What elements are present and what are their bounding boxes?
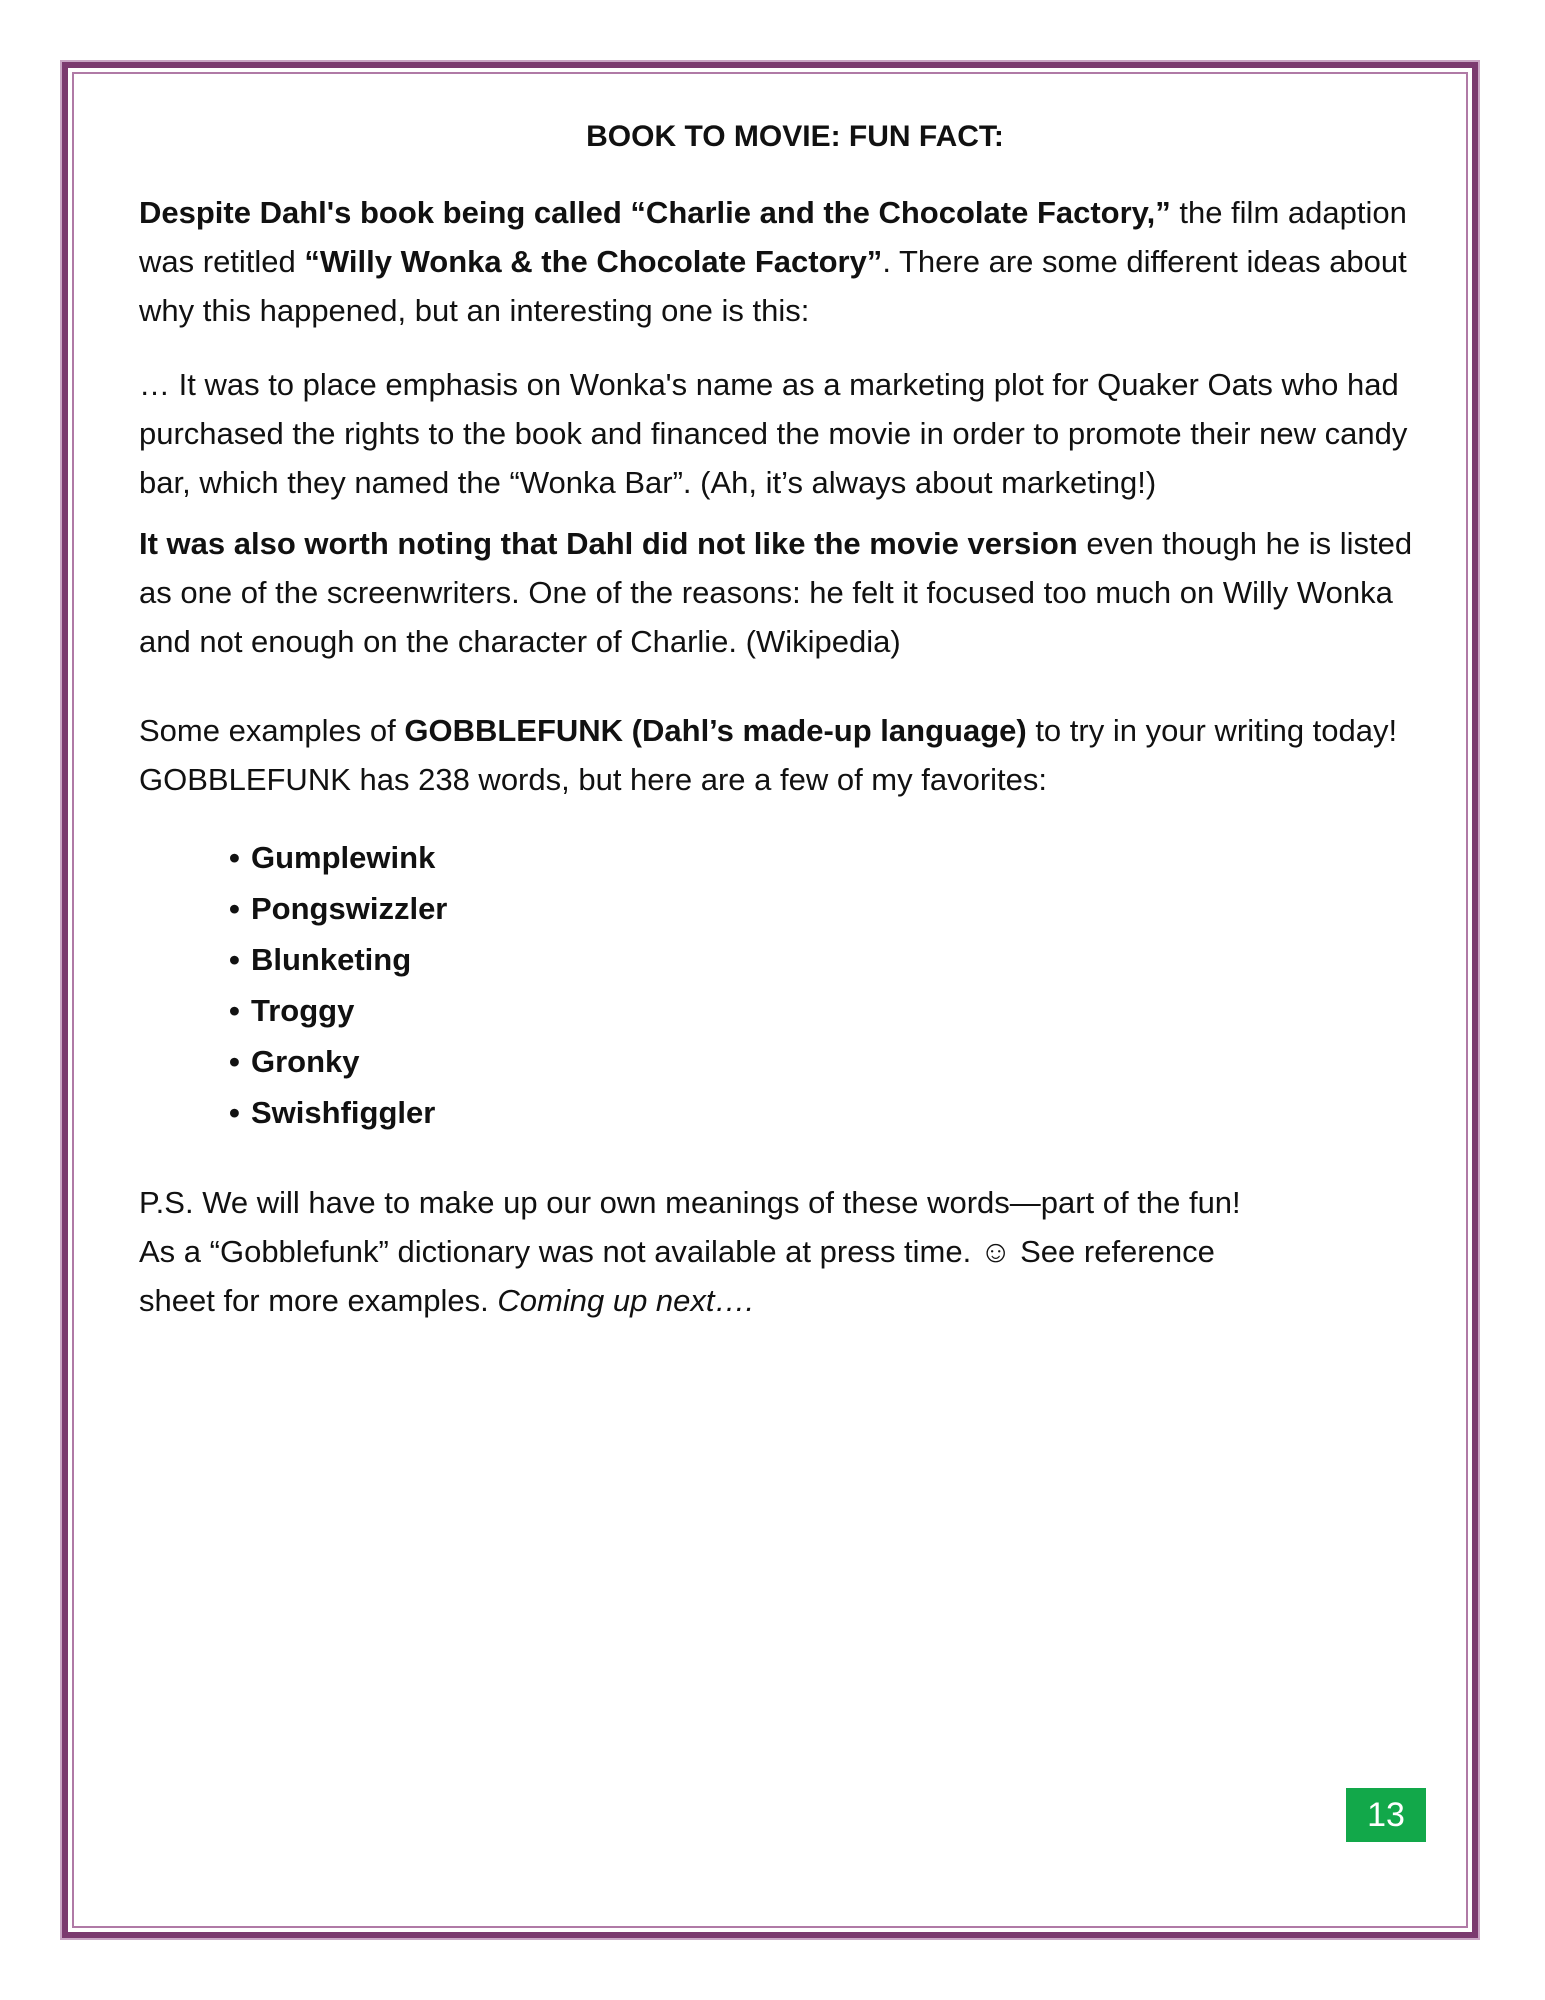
bullet-icon: • <box>229 993 240 1028</box>
list-item <box>229 1036 1439 1087</box>
bullet-icon: • <box>229 840 240 875</box>
bullet-icon: • <box>229 942 240 977</box>
coming-up-next: Coming up next…. <box>497 1283 755 1318</box>
ps-text: sheet for more examples. <box>139 1283 498 1318</box>
bullet-icon: • <box>229 1095 240 1130</box>
ps-line-2: As a “Gobblefunk” dictionary was not available at press time. ☺ See reference <box>139 1234 1215 1269</box>
page-content <box>139 112 1439 1325</box>
paragraph-text: even though he is listed as one of the screenwriters. One of the reasons: he felt it focused too much on Willy Wonka and not enough on the character of Charlie. (Wikipedia) <box>139 526 1413 659</box>
list-item <box>229 1087 1439 1138</box>
list-item <box>229 883 1439 934</box>
bullet-icon: • <box>229 891 240 926</box>
bullet-icon: • <box>229 1044 240 1079</box>
movie-title-bold: “Willy Wonka & the Chocolate Factory” <box>304 244 883 279</box>
paragraph-dahl-opinion <box>139 519 1439 666</box>
ps-line-1: P.S. We will have to make up our own meanings of these words—part of the fun! <box>139 1185 1241 1220</box>
paragraph-text: Some examples of <box>139 713 405 748</box>
page-title: BOOK TO MOVIE: FUN FACT: <box>586 120 1004 153</box>
list-item <box>229 832 1439 883</box>
book-title-bold: Despite Dahl's book being called “Charlie and the Chocolate Factory,” <box>139 195 1171 230</box>
word: Swishfiggler <box>251 1095 436 1130</box>
paragraph-gobblefunk <box>139 706 1439 804</box>
paragraph-retitle <box>139 188 1439 335</box>
word: Troggy <box>251 993 355 1028</box>
ps-line-3 <box>139 1276 1439 1325</box>
paragraph-text: the film adaption was retitled <box>139 195 1407 279</box>
gobblefunk-word-list <box>139 832 1439 1138</box>
list-item <box>229 985 1439 1036</box>
word: Blunketing <box>251 942 412 977</box>
page-number: 13 <box>1346 1788 1426 1842</box>
gobblefunk-bold: GOBBLEFUNK (Dahl’s made-up language) <box>404 713 1027 748</box>
paragraph-marketing: … It was to place emphasis on Wonka's name as a marketing plot for Quaker Oats who had purchased the rights to the book and financed the movie in order to promote their new candy bar, which they named the “Wonka Bar”. (Ah, it’s always about marketing!) <box>139 367 1408 500</box>
postscript <box>139 1178 1439 1325</box>
dahl-opinion-bold: It was also worth noting that Dahl did not like the movie version <box>139 526 1078 561</box>
paragraph-text: . There are some different ideas about why this happened, but an interesting one is this: <box>139 244 1407 328</box>
word: Gumplewink <box>251 840 436 875</box>
list-item <box>229 934 1439 985</box>
word: Pongswizzler <box>251 891 448 926</box>
paragraph-text: to try in your writing today! GOBBLEFUNK has 238 words, but here are a few of my favorites: <box>139 713 1398 797</box>
word: Gronky <box>251 1044 360 1079</box>
